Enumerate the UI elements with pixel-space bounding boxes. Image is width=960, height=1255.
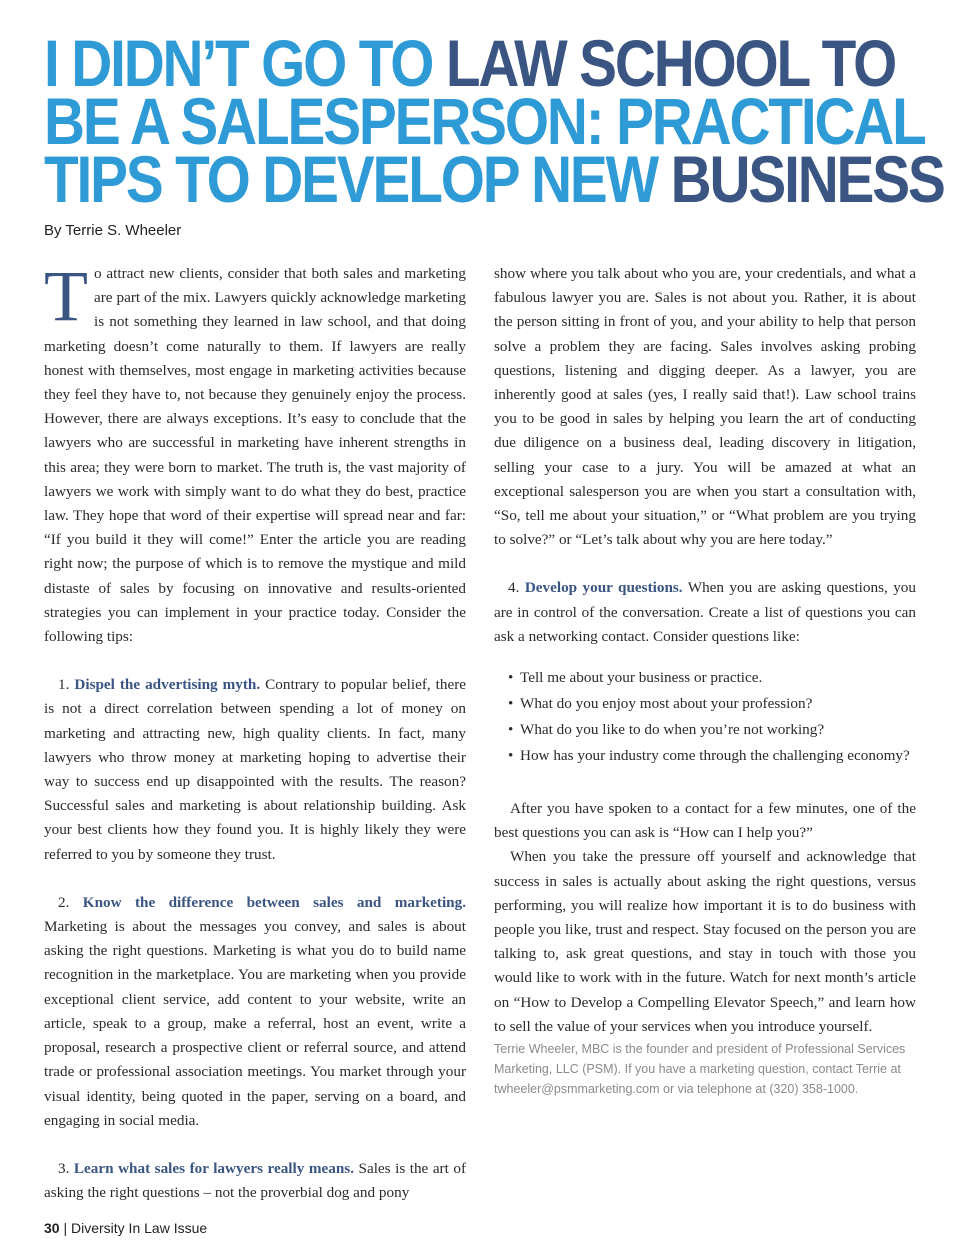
tip-number: 1. xyxy=(58,676,70,694)
tip-body: When you are asking questions, you are in control of the conversation. Create a list of questions you can ask a networking contact. Consider questions like: xyxy=(494,579,916,645)
page-footer xyxy=(44,1220,207,1236)
author-bio: Terrie Wheeler, MBC is the founder and president of Professional Services Marketing, LLC (PSM). If you have a marketing question, contact Terrie at twheeler@psmmarketing.com or via telephone at (320) 358-1000. xyxy=(494,1042,906,1097)
list-item: • Tell me about your business or practice. xyxy=(508,665,916,691)
byline: By Terrie S. Wheeler xyxy=(44,222,182,239)
continued-paragraph: show where you talk about who you are, your credentials, and what a fabulous lawyer you are. Sales is not about you. Rather, it is about the person sitting in front of you, and your ability to help that person solve a problem they are facing. Sales involves asking probing questions, listening and digging deeper. As a lawyer, you are inherently good at sales (yes, I really said that!). Law school trains you to be good in sales by helping you learn the art of conducting due diligence on a business deal, leading discovery in litigation, selling your case to a jury. You will be amazed at what an exceptional salesperson you are when you start a consultation with, “So, tell me about your situation,” or “What problem are you trying to solve?” or “Let’s talk about why you are here today.” xyxy=(494,265,916,549)
tip-body: Sales is the art of asking the right questions – not the proverbial dog and pony xyxy=(44,1159,467,1202)
title-line-2: BE A SALESPERSON: PRACTICAL xyxy=(44,84,925,158)
article-title xyxy=(44,26,944,216)
tip-number: 2. xyxy=(58,893,70,911)
list-item: • What do you like to do when you’re not working? xyxy=(508,717,916,743)
tip-heading: Learn what sales for lawyers really means. xyxy=(73,1159,354,1177)
intro-paragraph: To attract new clients, consider that both sales and marketing are part of the mix. Lawyers quickly acknowledge marketing is not something they learned in law school, and that doing marketing doesn’t come naturally to them. If lawyers are really honest with themselves, most engage in marketing activities because they feel they have to, not because they genuinely enjoy the process. However, there are always exceptions. It’s easy to conclude that the lawyers who are successful in marketing have inherent strengths in this area; they were born to market. The truth is, the vast majority of lawyers we work with simply want to do what they do best, practice law. They hope that word of their expertise will spread near and far: “If you build it they will come!” Enter the article you are reading right now; the purpose of which is to remove the mystique and mild distaste of sales by focusing on innovative and results-oriented strategies you can implement in your practice today. Consider the following tips: xyxy=(44,256,466,646)
tip-heading: Know the difference between sales and marketing. xyxy=(82,893,467,911)
title-line-3: TIPS TO DEVELOP NEW BUSINESS xyxy=(44,142,944,216)
drop-cap: T xyxy=(44,256,88,336)
tip-2 xyxy=(44,891,466,1133)
question-list xyxy=(494,649,916,769)
tip-body: Contrary to popular belief, there is not a direct correlation between spending a lot of money on marketing and attracting new, high quality clients. In fact, many lawyers who throw money at marketing hoping to advertise their way to success end up disappointed with the results. The reason? Successful sales and marketing is about relationship building. Ask your best clients how they found you. It is highly likely they were referred to you by someone they trust. xyxy=(44,676,467,863)
footer-separator: | xyxy=(59,1220,71,1236)
issue-name: Diversity In Law Issue xyxy=(71,1220,208,1236)
tip-4 xyxy=(494,576,916,649)
closing-paragraph-1: After you have spoken to a contact for a few minutes, one of the best questions you can ask is “How can I help you?” xyxy=(494,800,916,842)
right-column xyxy=(494,262,916,1123)
page-number: 30 xyxy=(44,1220,60,1236)
list-item: • How has your industry come through the challenging economy? xyxy=(508,743,916,769)
closing-paragraph-2: When you take the pressure off yourself and acknowledge that success in sales is actually about asking the right questions, versus performing, you will realize how important it is to do business with people you like, trust and respect. Stay focused on the person you are talking to, ask great questions, and stay in touch with those you would like to work with in the future. Watch for next month’s article on “How to Develop a Compelling Elevator Speech,” and learn how to sell the value of your services when you introduce yourself. xyxy=(494,848,916,1035)
left-column xyxy=(44,256,467,1205)
tip-heading: Dispel the advertising myth. xyxy=(74,676,261,694)
tip-1 xyxy=(44,673,466,867)
tip-heading: Develop your questions. xyxy=(524,579,683,597)
tip-number: 4. xyxy=(508,579,520,597)
title-line-1: I DIDN’T GO TO LAW SCHOOL TO xyxy=(44,26,896,100)
list-item: • What do you enjoy most about your profession? xyxy=(508,691,916,717)
tip-3 xyxy=(44,1157,466,1205)
tip-number: 3. xyxy=(58,1159,70,1177)
tip-body: Marketing is about the messages you convey, and sales is about asking the right questions. Marketing is what you do to build name recognition in the marketplace. You are marketing when you provide exceptional client service, add content to your website, write an article, speak to a group, make a referral, host an event, write a proposal, research a prospective client or referral source, and attend trade or professional association meetings. You market through your visual identity, being quoted in the paper, serving on a board, and engaging in social media. xyxy=(44,918,466,1129)
